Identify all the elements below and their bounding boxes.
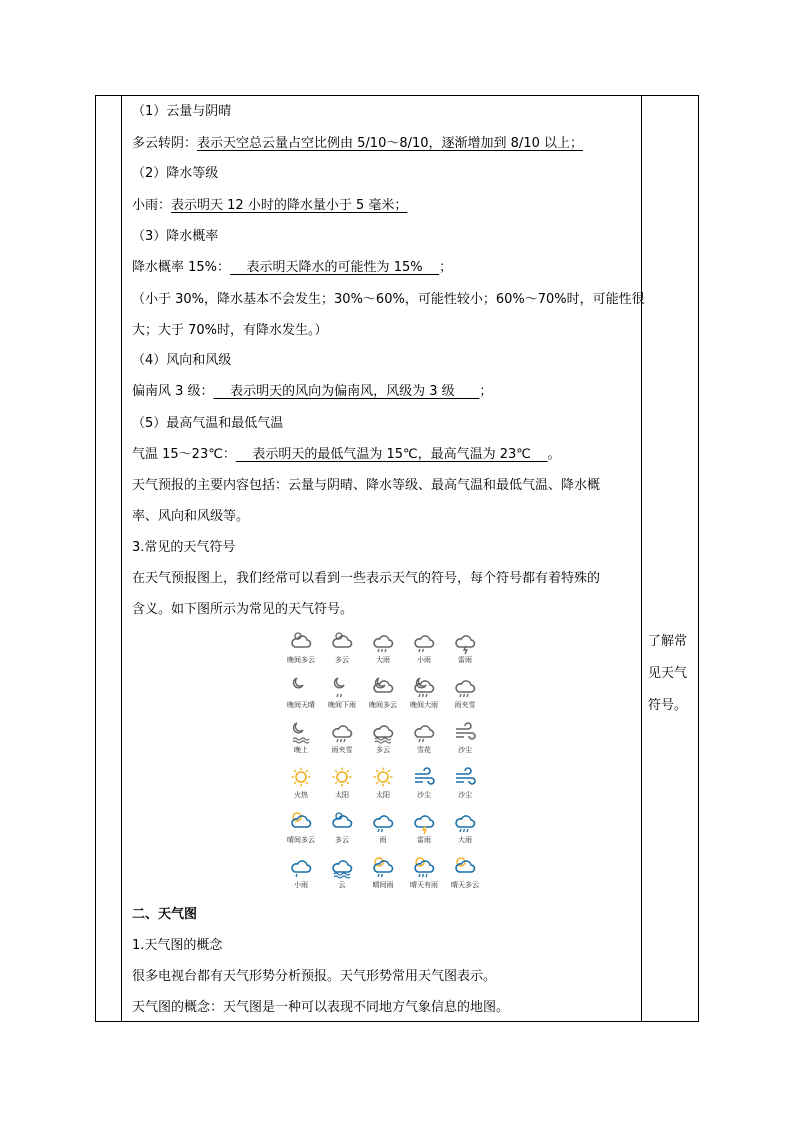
- weather-symbol: [404, 810, 444, 853]
- term: 小雨：: [132, 198, 172, 213]
- heading-precip-probability: （3）降水概率: [132, 229, 219, 244]
- probability-note-2: 大；大于 70%时，有降水发生。）: [132, 323, 328, 338]
- weather-symbol: [322, 675, 362, 718]
- weather-symbol: [322, 810, 362, 853]
- precip-probability-line: [132, 258, 452, 278]
- weather-symbol: [281, 630, 321, 673]
- weather-symbol: [281, 765, 321, 808]
- weather-symbol-label: 多云: [335, 656, 349, 664]
- weather-icon: [289, 630, 313, 654]
- weather-icon: [371, 765, 395, 789]
- weather-symbol: [445, 765, 485, 808]
- weather-symbol: [445, 720, 485, 763]
- heading-weather-map-concept: 1.天气图的概念: [132, 938, 223, 953]
- weather-symbol-label: 雨夹雪: [454, 701, 476, 709]
- term: 多云转阴：: [132, 136, 198, 151]
- weather-map-definition: 天气图的概念：天气图是一种可以表现不同地方气象信息的地图。: [132, 1000, 510, 1015]
- weather-icon: [453, 855, 477, 879]
- weather-symbol: [322, 765, 362, 808]
- weather-icon: [371, 675, 395, 699]
- weather-symbol-grid: [281, 630, 481, 890]
- weather-icon: [371, 810, 395, 834]
- weather-icon: [330, 765, 354, 789]
- punct: ；: [439, 260, 453, 275]
- weather-icon: [412, 720, 436, 744]
- weather-symbol-label: 小雨: [294, 881, 308, 889]
- weather-symbol-label: 小雨: [417, 656, 431, 664]
- weather-symbol: [363, 765, 403, 808]
- weather-symbol-label: 多云: [335, 836, 349, 844]
- precipitation-line: [132, 196, 407, 216]
- weather-symbol-label: 晴间雨: [372, 881, 394, 889]
- temperature-line: [132, 445, 560, 465]
- weather-symbol-label: 太阳: [335, 791, 349, 799]
- weather-symbol: [363, 810, 403, 853]
- term: 气温 15～23℃：: [132, 447, 236, 462]
- weather-symbol-label: 大雨: [376, 656, 390, 664]
- weather-symbol-label: 雨: [379, 836, 387, 844]
- weather-symbol-label: 雨夹雪: [331, 746, 353, 754]
- weather-map-intro: 很多电视台都有天气形势分析预报。天气形势常用天气图表示。: [132, 969, 497, 984]
- weather-symbol-label: 太阳: [376, 791, 390, 799]
- weather-symbol: [363, 630, 403, 673]
- weather-icon: [412, 675, 436, 699]
- weather-icon: [289, 855, 313, 879]
- weather-icon: [289, 720, 313, 744]
- cloud-cover-line: [132, 134, 583, 154]
- weather-symbol-label: 火热: [294, 791, 308, 799]
- weather-symbol-label: 雪花: [417, 746, 431, 754]
- weather-icon: [453, 765, 477, 789]
- weather-symbol-label: 晚上: [294, 746, 308, 754]
- weather-symbol: [445, 675, 485, 718]
- weather-symbol: [404, 855, 444, 898]
- weather-icon: [289, 765, 313, 789]
- weather-symbol-label: 沙尘: [458, 746, 472, 754]
- heading-wind: （4）风向和风级: [132, 353, 232, 368]
- weather-symbol-label: 晚间大雨: [410, 701, 438, 709]
- weather-symbol-label: 晚间天晴: [287, 701, 315, 709]
- weather-symbol: [281, 675, 321, 718]
- weather-symbol: [281, 810, 321, 853]
- weather-symbol: [445, 810, 485, 853]
- weather-icon: [371, 630, 395, 654]
- weather-symbol-label: 晚间下雨: [328, 701, 356, 709]
- weather-symbol-label: 沙尘: [458, 791, 472, 799]
- symbols-intro-2: 含义。如下图所示为常见的天气符号。: [132, 602, 354, 617]
- weather-symbol-label: 云: [338, 881, 346, 889]
- symbols-intro-1: 在天气预报图上，我们经常可以看到一些表示天气的符号，每个符号都有着特殊的: [132, 571, 601, 586]
- weather-symbol: [404, 720, 444, 763]
- weather-symbol: [322, 855, 362, 898]
- definition: 表示明天 12 小时的降水量小于 5 毫米；: [171, 198, 408, 213]
- weather-icon: [412, 765, 436, 789]
- weather-symbol: [404, 630, 444, 673]
- heading-precipitation: （2）降水等级: [132, 166, 219, 181]
- definition: 表示明天降水的可能性为 15%: [230, 260, 440, 275]
- weather-symbol-label: 雷雨: [417, 836, 431, 844]
- weather-symbol: [363, 855, 403, 898]
- summary-line-2: 率、风向和风级等。: [132, 509, 250, 524]
- section-weather-map: 二、天气图: [132, 907, 198, 922]
- term: 偏南风 3 级：: [132, 384, 214, 399]
- weather-symbol-label: 晚间多云: [287, 656, 315, 664]
- weather-symbol-label: 晚间多云: [369, 701, 397, 709]
- weather-symbol: [363, 675, 403, 718]
- weather-icon: [412, 855, 436, 879]
- weather-symbol-label: 沙尘: [417, 791, 431, 799]
- table-column-divider-right: [641, 95, 642, 1022]
- term: 降水概率 15%：: [132, 260, 231, 275]
- weather-symbol-label: 晴天有雨: [410, 881, 438, 889]
- weather-symbol: [322, 630, 362, 673]
- wind-line: [132, 382, 492, 402]
- weather-icon: [453, 810, 477, 834]
- weather-icon: [412, 630, 436, 654]
- weather-symbol: [281, 720, 321, 763]
- weather-symbol-label: 多云: [376, 746, 390, 754]
- weather-icon: [371, 720, 395, 744]
- definition: 表示天空总云量占空比例由 5/10～8/10，逐渐增加到 8/10 以上；: [197, 136, 583, 151]
- side-note-3: 符号。: [648, 698, 688, 713]
- weather-icon: [330, 630, 354, 654]
- side-note-1: 了解常: [648, 634, 688, 649]
- weather-icon: [289, 810, 313, 834]
- weather-symbol-label: 晴间多云: [287, 836, 315, 844]
- weather-symbol-label: 大雨: [458, 836, 472, 844]
- summary-line-1: 天气预报的主要内容包括：云量与阴晴、降水等级、最高气温和最低气温、降水概: [132, 478, 601, 493]
- weather-symbol-label: 雷雨: [458, 656, 472, 664]
- weather-symbol: [322, 720, 362, 763]
- definition: 表示明天的最低气温为 15℃，最高气温为 23℃: [235, 447, 548, 462]
- weather-symbol: [281, 855, 321, 898]
- weather-icon: [371, 855, 395, 879]
- weather-icon: [453, 630, 477, 654]
- weather-icon: [453, 675, 477, 699]
- weather-symbol: [404, 765, 444, 808]
- punct: ；: [479, 384, 493, 399]
- heading-weather-symbols: 3.常见的天气符号: [132, 540, 236, 555]
- probability-note-1: （小于 30%，降水基本不会发生；30%～60%，可能性较小；60%～70%时，可能性很: [132, 292, 645, 307]
- weather-icon: [330, 720, 354, 744]
- weather-icon: [330, 855, 354, 879]
- weather-icon: [330, 810, 354, 834]
- weather-symbol: [445, 630, 485, 673]
- table-column-divider-left: [121, 95, 122, 1022]
- weather-symbol: [363, 720, 403, 763]
- definition: 表示明天的风向为偏南风，风级为 3 级: [213, 384, 480, 399]
- side-note-2: 见天气: [648, 666, 688, 681]
- weather-symbol: [445, 855, 485, 898]
- heading-temperature: （5）最高气温和最低气温: [132, 416, 284, 431]
- punct: 。: [547, 447, 561, 462]
- weather-symbol-label: 晴天多云: [451, 881, 479, 889]
- weather-icon: [289, 675, 313, 699]
- heading-cloud-cover: （1）云量与阴晴: [132, 104, 232, 119]
- weather-icon: [412, 810, 436, 834]
- weather-symbol: [404, 675, 444, 718]
- weather-icon: [453, 720, 477, 744]
- weather-icon: [330, 675, 354, 699]
